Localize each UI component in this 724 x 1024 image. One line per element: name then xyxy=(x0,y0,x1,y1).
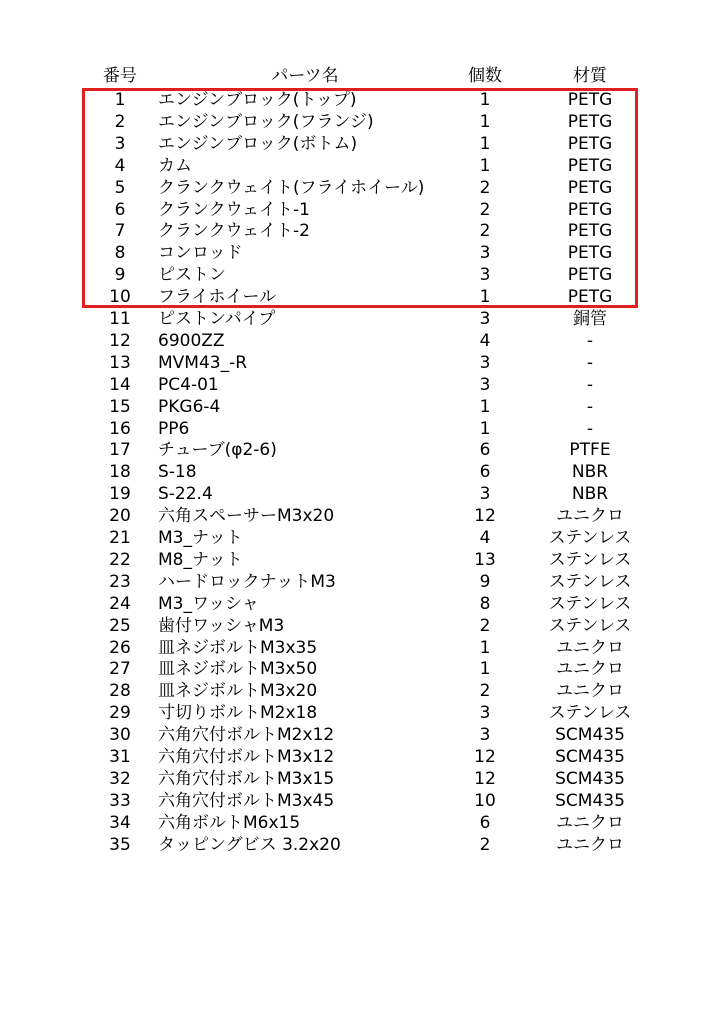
row-qty: 10 xyxy=(474,790,496,811)
row-material: PTFE xyxy=(569,440,611,461)
table-row xyxy=(0,352,724,374)
row-part-name: MVM43_-R xyxy=(158,352,248,373)
row-qty: 1 xyxy=(479,418,491,439)
table-row xyxy=(0,637,724,659)
row-no: 20 xyxy=(109,506,131,527)
row-no: 17 xyxy=(109,440,131,461)
row-no: 2 xyxy=(114,111,126,132)
row-qty: 4 xyxy=(479,528,491,548)
row-qty: 9 xyxy=(479,571,491,592)
row-part-name: PP6 xyxy=(158,418,190,439)
row-material: NBR xyxy=(571,462,609,483)
row-qty: 2 xyxy=(479,681,491,702)
row-material: SCM435 xyxy=(555,725,625,746)
row-no: 3 xyxy=(114,133,126,154)
table-row xyxy=(0,439,724,461)
row-no: 31 xyxy=(109,747,131,767)
row-no: 7 xyxy=(114,221,126,242)
row-material: ユニクロ xyxy=(556,681,624,702)
row-material: 銅管 xyxy=(573,309,607,329)
row-part-name: 六角ボルトM6x15 xyxy=(158,812,301,833)
row-qty: 3 xyxy=(479,703,491,724)
row-material: - xyxy=(586,330,594,351)
table-row xyxy=(0,812,724,834)
row-material: ステンレス xyxy=(548,593,632,614)
row-material: - xyxy=(586,418,594,439)
row-no: 34 xyxy=(109,812,131,833)
row-part-name: ハードロックナットM3 xyxy=(158,571,336,592)
row-material: SCM435 xyxy=(555,790,625,811)
row-part-name: PKG6-4 xyxy=(158,396,221,417)
row-material: ユニクロ xyxy=(556,834,624,855)
row-qty: 12 xyxy=(474,506,496,527)
row-no: 30 xyxy=(109,725,131,746)
table-row xyxy=(0,702,724,724)
row-no: 1 xyxy=(114,90,126,110)
row-qty: 1 xyxy=(479,659,491,680)
row-qty: 1 xyxy=(479,133,491,154)
row-material: PETG xyxy=(567,287,613,308)
table-row xyxy=(0,461,724,483)
row-material: ステンレス xyxy=(548,528,632,548)
table-row xyxy=(0,746,724,768)
table-row xyxy=(0,418,724,440)
header-qty: 個数 xyxy=(468,66,502,86)
row-material: PETG xyxy=(567,111,613,132)
row-qty: 12 xyxy=(474,747,496,767)
row-part-name: ピストン xyxy=(158,265,226,286)
table-row xyxy=(0,527,724,549)
row-qty: 1 xyxy=(479,90,491,110)
row-material: - xyxy=(586,374,594,395)
row-no: 23 xyxy=(109,571,131,592)
row-no: 12 xyxy=(109,330,131,351)
row-material: - xyxy=(586,396,594,417)
row-no: 10 xyxy=(109,287,131,308)
row-part-name: 寸切りボルトM2x18 xyxy=(158,703,318,724)
row-material: ステンレス xyxy=(548,571,632,592)
table-row xyxy=(0,177,724,199)
header-no: 番号 xyxy=(103,66,137,86)
row-material: PETG xyxy=(567,199,613,220)
row-material: PETG xyxy=(567,221,613,242)
row-qty: 3 xyxy=(479,484,491,505)
row-part-name: カム xyxy=(158,155,192,176)
row-part-name: タッピングビス 3.2x20 xyxy=(158,834,341,855)
row-no: 8 xyxy=(114,243,126,264)
table-row xyxy=(0,680,724,702)
row-qty: 3 xyxy=(479,352,491,373)
row-no: 11 xyxy=(109,309,131,329)
row-qty: 13 xyxy=(474,549,496,570)
row-material: PETG xyxy=(567,265,613,286)
table-row xyxy=(0,571,724,593)
table-row xyxy=(0,834,724,856)
row-qty: 2 xyxy=(479,615,491,636)
table-row xyxy=(0,242,724,264)
table-row xyxy=(0,89,724,111)
row-qty: 12 xyxy=(474,768,496,789)
row-material: ユニクロ xyxy=(556,506,624,527)
row-part-name: ピストンパイプ xyxy=(158,309,276,329)
row-qty: 3 xyxy=(479,725,491,746)
row-no: 16 xyxy=(109,418,131,439)
table-row xyxy=(0,155,724,177)
row-no: 13 xyxy=(109,352,131,373)
row-qty: 6 xyxy=(479,462,491,483)
row-qty: 3 xyxy=(479,374,491,395)
table-row xyxy=(0,286,724,308)
table-row xyxy=(0,133,724,155)
row-qty: 2 xyxy=(479,221,491,242)
row-material: PETG xyxy=(567,90,613,110)
row-no: 29 xyxy=(109,703,131,724)
table-row xyxy=(0,593,724,615)
row-part-name: M8_ナット xyxy=(158,549,243,570)
row-no: 24 xyxy=(109,593,131,614)
table-row xyxy=(0,615,724,637)
row-no: 4 xyxy=(114,155,126,176)
row-part-name: 歯付ワッシャM3 xyxy=(158,615,285,636)
table-row xyxy=(0,308,724,330)
row-part-name: コンロッド xyxy=(158,243,243,264)
row-part-name: クランクウェイト-2 xyxy=(158,221,310,242)
row-part-name: 6900ZZ xyxy=(158,330,225,351)
row-no: 19 xyxy=(109,484,131,505)
row-part-name: チューブ(φ2-6) xyxy=(158,440,277,461)
table-row xyxy=(0,264,724,286)
row-material: ユニクロ xyxy=(556,659,624,680)
table-row xyxy=(0,549,724,571)
row-part-name: クランクウェイト-1 xyxy=(158,199,310,220)
row-qty: 8 xyxy=(479,593,491,614)
row-qty: 2 xyxy=(479,177,491,198)
table-row xyxy=(0,396,724,418)
row-material: SCM435 xyxy=(555,747,625,767)
row-qty: 2 xyxy=(479,834,491,855)
table-row xyxy=(0,724,724,746)
table-row xyxy=(0,768,724,790)
row-part-name: フライホイール xyxy=(158,287,277,308)
row-qty: 1 xyxy=(479,637,491,658)
row-qty: 1 xyxy=(479,111,491,132)
table-row xyxy=(0,374,724,396)
row-no: 21 xyxy=(109,528,131,548)
row-material: ユニクロ xyxy=(556,812,624,833)
row-qty: 3 xyxy=(479,265,491,286)
row-no: 35 xyxy=(109,834,131,855)
row-material: PETG xyxy=(567,243,613,264)
row-qty: 3 xyxy=(479,309,491,329)
row-material: SCM435 xyxy=(555,768,625,789)
row-part-name: M3_ナット xyxy=(158,528,243,548)
table-row xyxy=(0,790,724,812)
row-qty: 1 xyxy=(479,396,491,417)
row-qty: 3 xyxy=(479,243,491,264)
table-row xyxy=(0,330,724,352)
header-material: 材質 xyxy=(573,66,607,86)
row-material: NBR xyxy=(571,484,609,505)
row-part-name: 六角穴付ボルトM3x45 xyxy=(158,790,335,811)
row-part-name: S-22.4 xyxy=(158,484,213,505)
row-part-name: PC4-01 xyxy=(158,374,219,395)
row-part-name: エンジンブロック(フランジ) xyxy=(158,111,374,132)
row-no: 22 xyxy=(109,549,131,570)
row-part-name: 六角穴付ボルトM3x12 xyxy=(158,747,335,767)
row-qty: 6 xyxy=(479,440,491,461)
row-no: 5 xyxy=(114,177,126,198)
header-name: パーツ名 xyxy=(271,66,339,86)
row-part-name: 六角穴付ボルトM3x15 xyxy=(158,768,335,789)
row-no: 25 xyxy=(109,615,131,636)
row-material: PETG xyxy=(567,177,613,198)
row-material: PETG xyxy=(567,133,613,154)
row-material: ステンレス xyxy=(548,703,632,724)
row-qty: 1 xyxy=(479,287,491,308)
table-header xyxy=(0,65,724,87)
row-no: 6 xyxy=(114,199,126,220)
row-part-name: S-18 xyxy=(158,462,197,483)
row-material: ステンレス xyxy=(548,615,632,636)
row-no: 28 xyxy=(109,681,131,702)
row-part-name: 皿ネジボルトM3x50 xyxy=(158,659,318,680)
row-material: ステンレス xyxy=(548,549,632,570)
row-qty: 1 xyxy=(479,155,491,176)
table-row xyxy=(0,483,724,505)
row-part-name: クランクウェイト(フライホイール) xyxy=(158,177,425,198)
row-qty: 2 xyxy=(479,199,491,220)
row-no: 27 xyxy=(109,659,131,680)
row-material: - xyxy=(586,352,594,373)
table-row xyxy=(0,658,724,680)
row-part-name: 六角スペーサーM3x20 xyxy=(158,506,335,527)
row-no: 9 xyxy=(114,265,126,286)
row-part-name: エンジンブロック(ボトム) xyxy=(158,133,358,154)
row-no: 14 xyxy=(109,374,131,395)
row-no: 33 xyxy=(109,790,131,811)
row-qty: 4 xyxy=(479,330,491,351)
table-row xyxy=(0,505,724,527)
table-row xyxy=(0,111,724,133)
row-no: 26 xyxy=(109,637,131,658)
table-row xyxy=(0,199,724,221)
table-row xyxy=(0,220,724,242)
row-no: 32 xyxy=(109,768,131,789)
row-part-name: 皿ネジボルトM3x35 xyxy=(158,637,318,658)
row-material: ユニクロ xyxy=(556,637,624,658)
row-part-name: 六角穴付ボルトM2x12 xyxy=(158,725,335,746)
row-no: 18 xyxy=(109,462,131,483)
row-part-name: 皿ネジボルトM3x20 xyxy=(158,681,318,702)
row-qty: 6 xyxy=(479,812,491,833)
row-part-name: エンジンブロック(トップ) xyxy=(158,90,357,110)
row-part-name: M3_ワッシャ xyxy=(158,593,259,614)
row-material: PETG xyxy=(567,155,613,176)
row-no: 15 xyxy=(109,396,131,417)
